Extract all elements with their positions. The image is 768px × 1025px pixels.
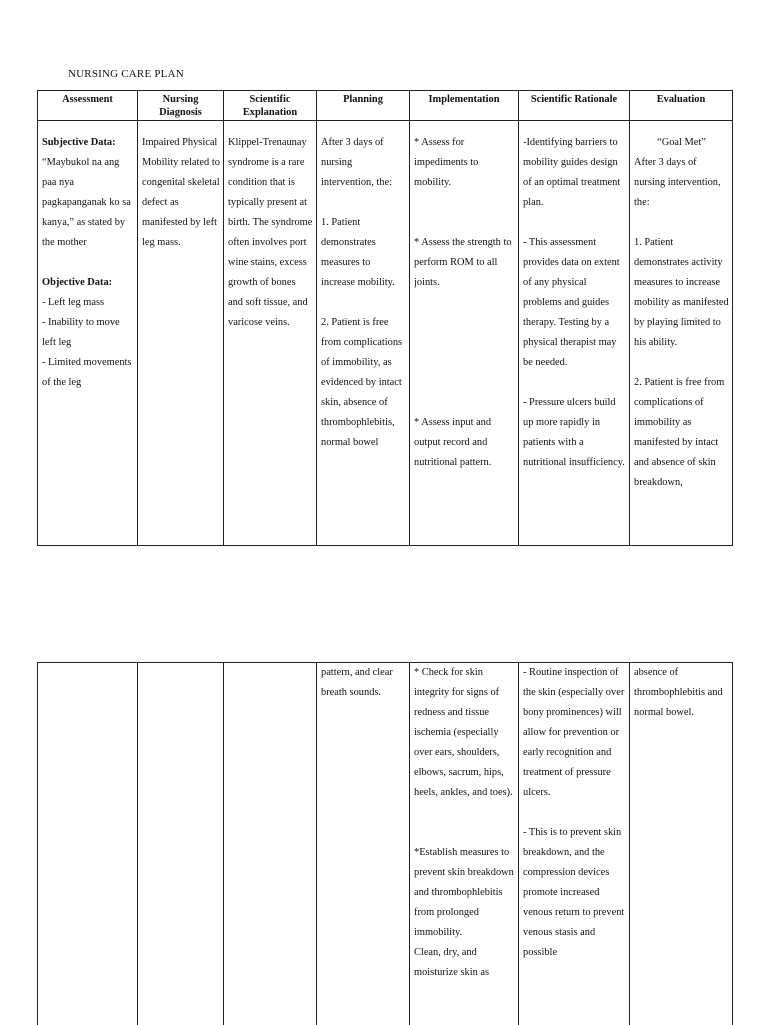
header-explanation: Scientific Explanation <box>224 91 317 121</box>
header-evaluation: Evaluation <box>630 91 733 121</box>
rationale-cell <box>519 121 630 546</box>
table-row <box>38 121 733 546</box>
header-planning: Planning <box>317 91 410 121</box>
implementation-cell <box>410 121 519 546</box>
objective-item: - Limited movements of the leg <box>42 353 134 393</box>
assessment-cell <box>38 663 138 1025</box>
header-implementation: Implementation <box>410 91 519 121</box>
implementation-item-3: * Assess input and output record and nutritional pattern. <box>414 413 515 473</box>
evaluation-cell <box>630 663 733 1025</box>
document-title: NURSING CARE PLAN <box>68 68 184 80</box>
care-plan-table-page1 <box>37 90 733 546</box>
assessment-cell <box>38 121 138 546</box>
subjective-text: “Maybukol na ang paa nya pagkapanganak ko sa kanya,” as stated by the mother <box>42 153 134 253</box>
diagnosis-cell <box>138 121 224 546</box>
planning-goal-2: 2. Patient is free from complications of immobility, as evidenced by intact skin, absence of thrombophlebitis, normal bowel <box>321 313 406 453</box>
objective-label: Objective Data: <box>42 273 134 293</box>
rationale-item-4: - Routine inspection of the skin (especially over bony prominences) will allow for prevention or early recognition and treatment of pressure ulcers. <box>523 663 626 803</box>
care-plan-table-page2 <box>37 662 733 1025</box>
evaluation-continued: absence of thrombophlebitis and normal bowel. <box>634 663 729 723</box>
objective-item: - Left leg mass <box>42 293 134 313</box>
planning-intro: After 3 days of nursing intervention, the: <box>321 133 406 193</box>
planning-goal-1: 1. Patient demonstrates measures to increase mobility. <box>321 213 406 293</box>
rationale-item-5: - This is to prevent skin breakdown, and the compression devices promote increased venous return to prevent venous stasis and possible <box>523 823 626 963</box>
header-diagnosis: Nursing Diagnosis <box>138 91 224 121</box>
rationale-item-3: - Pressure ulcers build up more rapidly in patients with a nutritional insufficiency. <box>523 393 626 473</box>
diagnosis-cell <box>138 663 224 1025</box>
implementation-item-5: *Establish measures to prevent skin breakdown and thrombophlebitis from prolonged immobility. <box>414 843 515 943</box>
explanation-cell <box>224 663 317 1025</box>
header-row <box>38 91 733 121</box>
evaluation-item-1: 1. Patient demonstrates activity measures to increase mobility as manifested by playing limited to his ability. <box>634 233 729 353</box>
objective-item: - Inability to move left leg <box>42 313 134 353</box>
header-assessment: Assessment <box>38 91 138 121</box>
implementation-item-1: * Assess for impediments to mobility. <box>414 133 515 193</box>
planning-continued: pattern, and clear breath sounds. <box>321 663 406 703</box>
explanation-text: Klippel-Trenaunay syndrome is a rare condition that is typically present at birth. The syndrome often involves port wine stains, excess growth of bones and soft tissue, and varicose veins. <box>228 133 313 333</box>
implementation-item-2: * Assess the strength to perform ROM to all joints. <box>414 233 515 293</box>
evaluation-intro: After 3 days of nursing intervention, the: <box>634 153 729 213</box>
implementation-cell <box>410 663 519 1025</box>
header-rationale: Scientific Rationale <box>519 91 630 121</box>
subjective-label: Subjective Data: <box>42 133 134 153</box>
explanation-cell <box>224 121 317 546</box>
implementation-item-5-continued: Clean, dry, and moisturize skin as <box>414 943 515 983</box>
rationale-item-1: -Identifying barriers to mobility guides design of an optimal treatment plan. <box>523 133 626 213</box>
evaluation-item-2: 2. Patient is free from complications of immobility as manifested by intact and absence of skin breakdown, <box>634 373 729 493</box>
diagnosis-text: Impaired Physical Mobility related to congenital skeletal defect as manifested by left leg mass. <box>142 133 220 253</box>
evaluation-cell <box>630 121 733 546</box>
planning-cell <box>317 121 410 546</box>
evaluation-status: “Goal Met” <box>634 133 729 153</box>
rationale-cell <box>519 663 630 1025</box>
table-row <box>38 663 733 1025</box>
planning-cell <box>317 663 410 1025</box>
rationale-item-2: - This assessment provides data on extent of any physical problems and guides therapy. Testing by a physical therapist may be needed. <box>523 233 626 373</box>
implementation-item-4: * Check for skin integrity for signs of redness and tissue ischemia (especially over ears, shoulders, elbows, sacrum, hips, heels, ankles, and toes). <box>414 663 515 803</box>
